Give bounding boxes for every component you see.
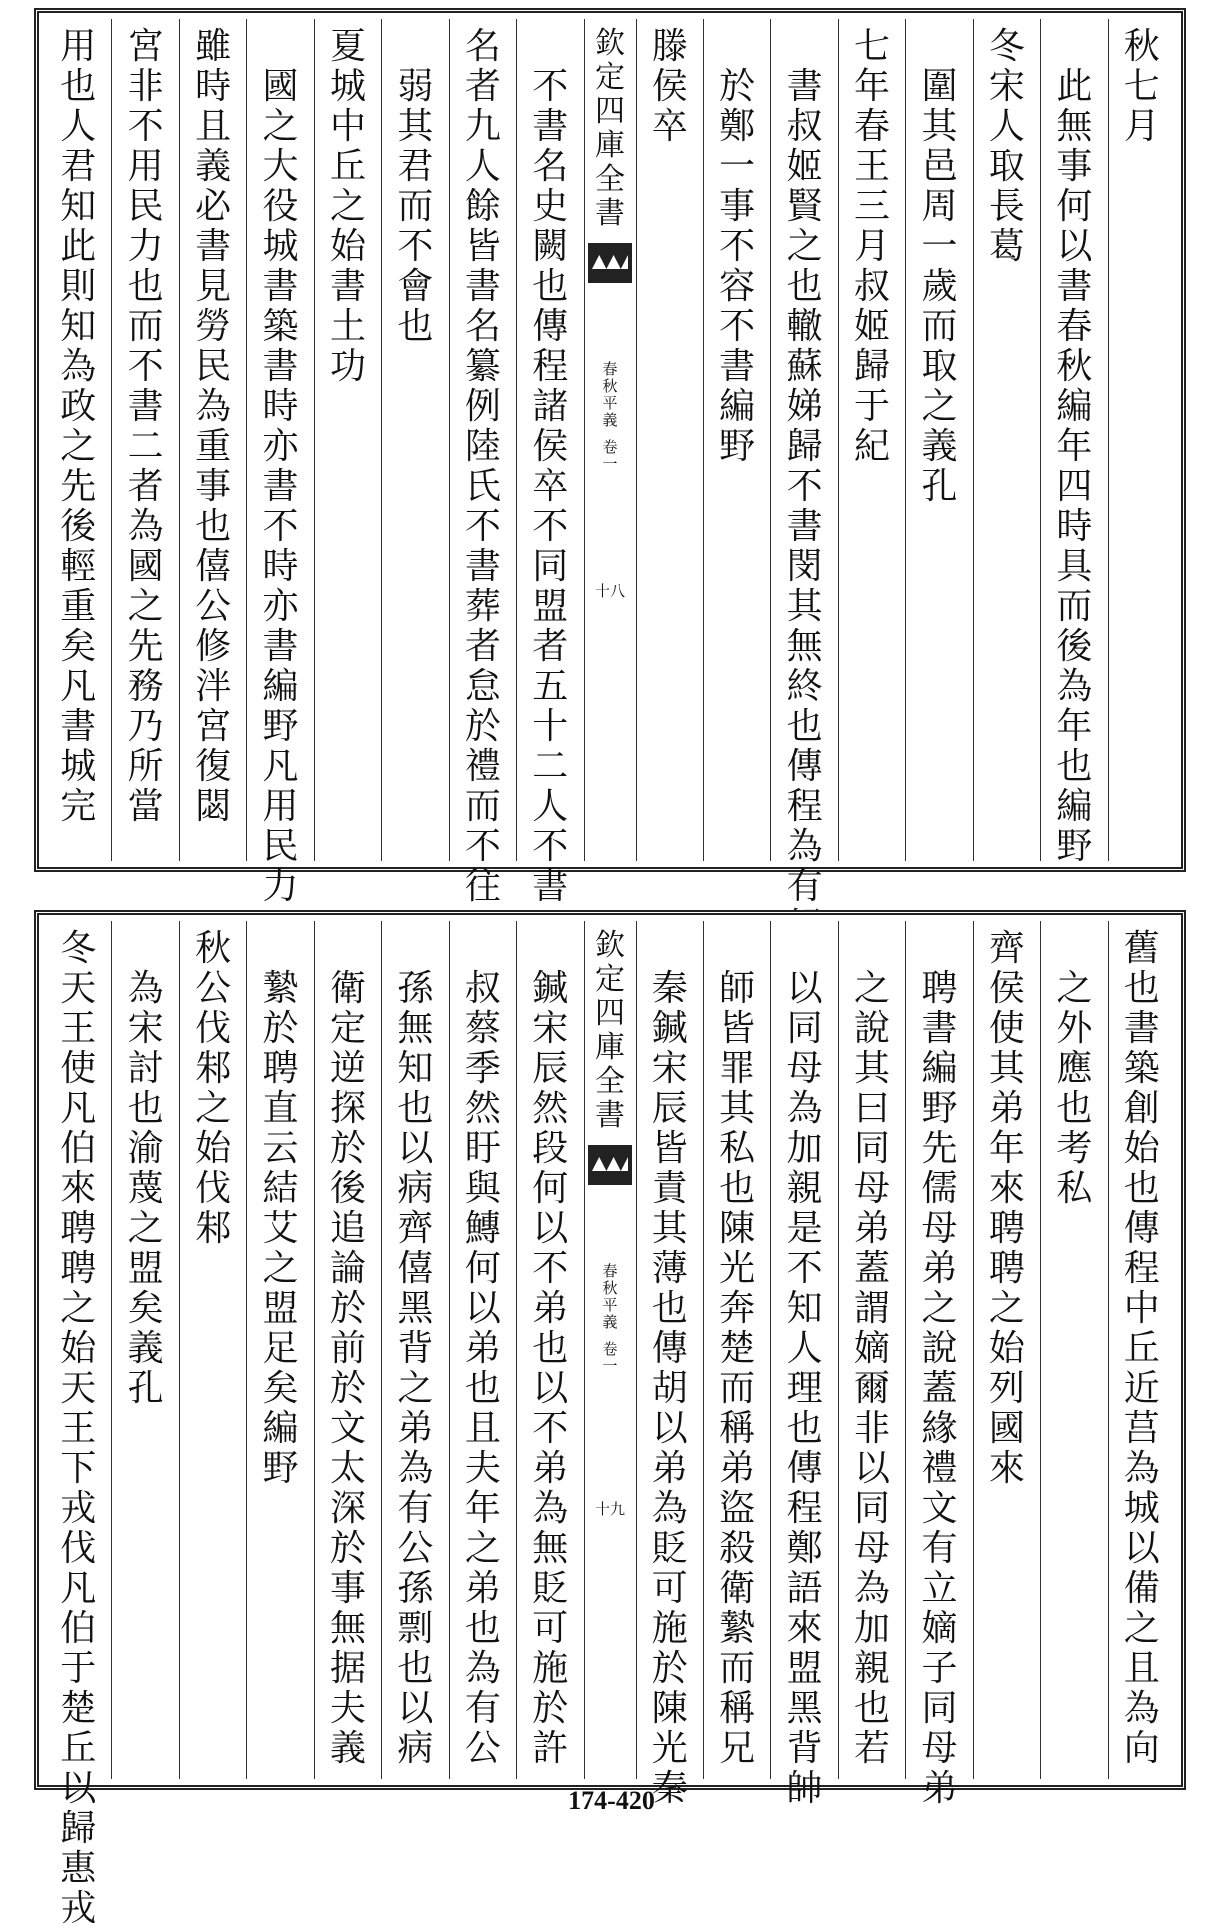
text-column	[314, 19, 381, 861]
column-text: 雖 時 且 義 必 書 見 勞 民 為 重 事 也 僖 公 修 泮 宮 復 閟	[195, 26, 232, 827]
upper-page-frame	[34, 8, 1186, 907]
text-column	[516, 921, 583, 1779]
text-column	[905, 921, 972, 1809]
column-text: 宮 非 不 用 民 力 也 而 不 書 二 者 為 國 之 先 務 乃 所 當	[127, 26, 164, 827]
column-text: 滕 侯 卒	[651, 26, 688, 147]
text-column	[45, 19, 111, 861]
folio-number: 十八	[594, 582, 625, 600]
text-column	[636, 19, 703, 861]
text-column	[381, 921, 448, 1779]
volume-label: 春 秋 平 義 卷 一	[602, 360, 618, 473]
column-text: 衛 定 逆 探 於 後 追 論 於 前 於 文 太 深 於 事 無 据 夫 義	[329, 968, 366, 1769]
text-column	[449, 921, 516, 1779]
column-text: 聘 書 編 野 先 儒 母 弟 之 說 蓋 緣 禮 文 有 立 嫡 子 同 母 弟	[921, 968, 958, 1809]
fishtail-ornament-icon	[588, 1145, 632, 1185]
column-text: 舊 也 書 築 創 始 也 傳 程 中 丘 近 莒 為 城 以 備 之 且 為 向	[1123, 928, 1160, 1769]
text-column	[179, 921, 246, 1779]
text-column	[381, 19, 448, 861]
text-column	[973, 921, 1040, 1779]
column-text: 之 外 應 也 考 私	[1056, 968, 1093, 1209]
text-column	[1040, 921, 1107, 1779]
text-column	[1040, 19, 1107, 867]
column-text: 鍼 宋 辰 然 段 何 以 不 弟 也 以 不 弟 為 無 貶 可 施 於 許	[532, 968, 569, 1769]
center-margin	[584, 921, 636, 1779]
text-column	[703, 921, 770, 1779]
column-text: 為 宋 討 也 渝 蔑 之 盟 矣 義 孔	[127, 968, 164, 1409]
text-column	[449, 19, 516, 907]
text-column	[179, 19, 246, 861]
column-text: 之 說 其 曰 同 母 弟 蓋 謂 嫡 爾 非 以 同 母 為 加 親 也 若	[854, 968, 891, 1769]
column-text: 叔 蔡 季 然 盱 與 鱄 何 以 弟 也 且 夫 年 之 弟 也 為 有 公	[464, 968, 501, 1769]
text-column	[770, 19, 837, 907]
text-column	[1108, 19, 1175, 861]
text-column	[111, 19, 178, 861]
text-column	[973, 19, 1040, 861]
column-text: 圍 其 邑 周 一 歲 而 取 之 義 孔	[921, 66, 958, 507]
text-column	[636, 921, 703, 1809]
fishtail-ornament-icon	[588, 243, 632, 283]
column-text: 弱 其 君 而 不 會 也	[397, 66, 434, 347]
column-text: 齊 侯 使 其 弟 年 來 聘 聘 之 始 列 國 來	[988, 928, 1025, 1489]
text-column	[905, 19, 972, 861]
column-text: 冬 宋 人 取 長 葛	[988, 26, 1025, 267]
text-column	[1108, 921, 1175, 1779]
column-text: 秦 鍼 宋 辰 皆 責 其 薄 也 傳 胡 以 弟 為 貶 可 施 於 陳 光 秦	[651, 968, 688, 1809]
text-column	[111, 921, 178, 1779]
column-text: 以 同 母 為 加 親 是 不 知 人 理 也 傳 程 鄭 語 來 盟 黑 背 帥	[786, 968, 823, 1809]
text-column	[703, 19, 770, 861]
column-text: 秋 公 伐 邾 之 始 伐 邾	[195, 928, 232, 1249]
column-text: 冬 天 王 使 凡 伯 來 聘 聘 之 始 天 王 下 戎 伐 凡 伯 于 楚 丘 以 歸 惠 戎	[60, 928, 97, 1929]
column-text: 秋 七 月	[1123, 26, 1160, 147]
text-column	[838, 921, 905, 1779]
volume-label: 春 秋 平 義 卷 一	[602, 1262, 618, 1375]
column-text: 縶 於 聘 直 云 結 艾 之 盟 足 矣 編 野	[262, 968, 299, 1489]
column-text: 國 之 大 役 城 書 築 書 時 亦 書 不 時 亦 書 編 野 凡 用 民 力	[262, 66, 299, 907]
text-column	[246, 19, 313, 907]
text-column	[516, 19, 583, 907]
column-text: 不 書 名 史 闕 也 傳 程 諸 侯 卒 不 同 盟 者 五 十 二 人 不 書	[532, 66, 569, 907]
column-text: 名 者 九 人 餘 皆 書 名 纂 例 陸 氏 不 書 葬 者 怠 於 禮 而 不 往	[464, 26, 501, 907]
column-text: 師 皆 罪 其 私 也 陳 光 奔 楚 而 稱 弟 盜 殺 衛 縶 而 稱 兄	[719, 968, 756, 1769]
text-column	[45, 921, 111, 1929]
column-text: 此 無 事 何 以 書 春 秋 編 年 四 時 具 而 後 為 年 也 編 野	[1056, 66, 1093, 867]
column-text: 夏 城 中 丘 之 始 書 土 功	[329, 26, 366, 387]
page-number: 174-420	[568, 1786, 655, 1815]
text-column	[838, 19, 905, 861]
text-column	[770, 921, 837, 1809]
text-column	[246, 921, 313, 1779]
column-text: 七 年 春 王 三 月 叔 姬 歸 于 紀	[854, 26, 891, 467]
book-title: 欽 定 四 庫 全 書	[595, 26, 625, 231]
column-text: 書 叔 姬 賢 之 也 轍 蘇 娣 歸 不 書 閔 其 無 終 也 傳 程 為 有	[786, 66, 823, 907]
column-text: 用 也 人 君 知 此 則 知 為 政 之 先 後 輕 重 矣 凡 書 城 完	[60, 26, 97, 827]
folio-number: 十九	[594, 1500, 625, 1518]
center-margin	[584, 19, 636, 861]
book-title: 欽 定 四 庫 全 書	[595, 928, 625, 1133]
text-column	[314, 921, 381, 1779]
column-text: 孫 無 知 也 以 病 齊 僖 黑 背 之 弟 為 有 公 孫 剽 也 以 病	[397, 968, 434, 1769]
column-text: 於 鄭 一 事 不 容 不 書 編 野	[719, 66, 756, 467]
